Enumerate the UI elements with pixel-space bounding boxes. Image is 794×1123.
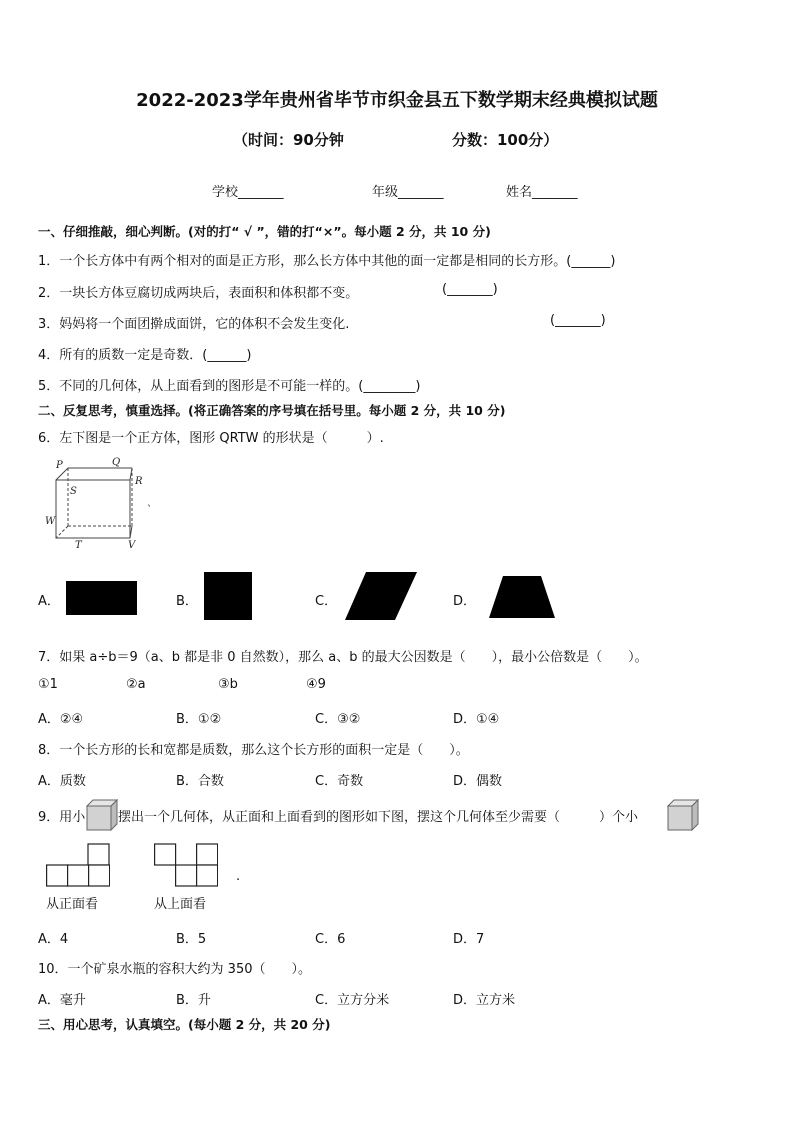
q6-option-c: C． (315, 594, 338, 609)
judge-question-4: 4．所有的质数一定是奇数．(______) (38, 348, 252, 363)
q9-option-d: D．7 (453, 932, 485, 947)
exam-time: （时间：90分钟 (233, 131, 344, 149)
q7-choice-4: ④9 (306, 677, 326, 692)
judge-question-2: 2．一块长方体豆腐切成两块后，表面积和体积都不变。 (38, 286, 359, 301)
small-cube-icon (86, 799, 118, 831)
vertex-q: Q (112, 457, 121, 468)
question-9-part-a: 9．用小 (38, 810, 86, 825)
vertex-w: W (45, 516, 56, 527)
figure-dot: . (236, 869, 241, 884)
q7-option-a: A．②④ (38, 712, 84, 727)
top-view-label: 从上面看 (154, 897, 207, 912)
vertex-p: P (56, 460, 63, 471)
q9-option-a: A．4 (38, 932, 69, 947)
judge-question-3: 3．妈妈将一个面团擀成面饼，它的体积不会发生变化. (38, 317, 350, 332)
school-field: 学校_______ (212, 185, 284, 200)
q6-option-a: A． (38, 594, 60, 609)
page-title: 2022-2023学年贵州省毕节市织金县五下数学期末经典模拟试题 (136, 90, 658, 111)
q8-option-c: C．奇数 (315, 774, 364, 789)
q7-choice-3: ③b (218, 677, 238, 692)
question-8: 8．一个长方形的长和宽都是质数，那么这个长方形的面积一定是（ ）。 (38, 743, 469, 758)
vertex-t: T (75, 540, 82, 550)
q7-choice-2: ②a (126, 677, 146, 692)
q10-option-a: A．毫升 (38, 993, 86, 1008)
q9-option-c: C．6 (315, 932, 346, 947)
exam-score: 分数：100分） (452, 131, 559, 149)
q10-option-d: D．立方米 (453, 993, 516, 1008)
front-view-label: 从正面看 (46, 897, 99, 912)
front-view-figure (46, 843, 110, 887)
q9-option-b: B．5 (176, 932, 207, 947)
q7-option-b: B．①② (176, 712, 222, 727)
judge-question-1: 1．一个长方体中有两个相对的面是正方形，那么长方体中其他的面一定都是相同的长方形。(______) (38, 254, 616, 269)
parallelogram-shape (344, 571, 418, 621)
vertex-r: R (135, 476, 143, 487)
vertex-v: V (128, 540, 136, 550)
judge-blank-3: (_______) (550, 313, 606, 328)
grade-field: 年级_______ (372, 185, 444, 200)
rectangle-shape (66, 581, 137, 615)
judge-question-5: 5．不同的几何体，从上面看到的图形是不可能一样的。(________) (38, 379, 421, 394)
section-3-heading: 三、用心思考，认真填空。(每小题 2 分，共 20 分) (38, 1017, 331, 1032)
section-2-heading: 二、反复思考，慎重选择。(将正确答案的序号填在括号里。每小题 2 分，共 10 分) (38, 403, 506, 418)
q6-option-b: B． (176, 594, 198, 609)
q8-option-d: D．偶数 (453, 774, 503, 789)
question-9-part-b: 摆出一个几何体，从正面和上面看到的图形如下图，摆这个几何体至少需要（ ）个小 (118, 810, 639, 825)
q10-option-c: C．立方分米 (315, 993, 390, 1008)
small-cube-icon-2 (667, 799, 699, 831)
q6-option-d: D． (453, 594, 477, 609)
name-field: 姓名_______ (506, 185, 578, 200)
square-shape (204, 572, 252, 620)
section-1-heading: 一、仔细推敲，细心判断。(对的打“ √ ”，错的打“×”。每小题 2 分，共 10 分) (38, 224, 491, 239)
stray-mark: 、 (147, 498, 157, 509)
q7-choice-1: ①1 (38, 677, 58, 692)
question-6: 6．左下图是一个正方体，图形 QRTW 的形状是（ ）. (38, 431, 384, 446)
q10-option-b: B．升 (176, 993, 211, 1008)
q7-option-c: C．③② (315, 712, 361, 727)
vertex-s: S (70, 486, 77, 497)
question-7: 7．如果 a÷b＝9（a、b 都是非 0 自然数），那么 a、b 的最大公因数是（ ），最小公倍数是（ ）。 (38, 650, 648, 665)
cube-figure (44, 454, 164, 550)
top-view-figure (154, 843, 218, 887)
trapezoid-shape (488, 575, 556, 619)
q8-option-a: A．质数 (38, 774, 86, 789)
judge-blank-2: (_______) (442, 282, 498, 297)
q7-option-d: D．①④ (453, 712, 500, 727)
q8-option-b: B．合数 (176, 774, 224, 789)
question-10: 10．一个矿泉水瓶的容积大约为 350（ ）。 (38, 962, 311, 977)
